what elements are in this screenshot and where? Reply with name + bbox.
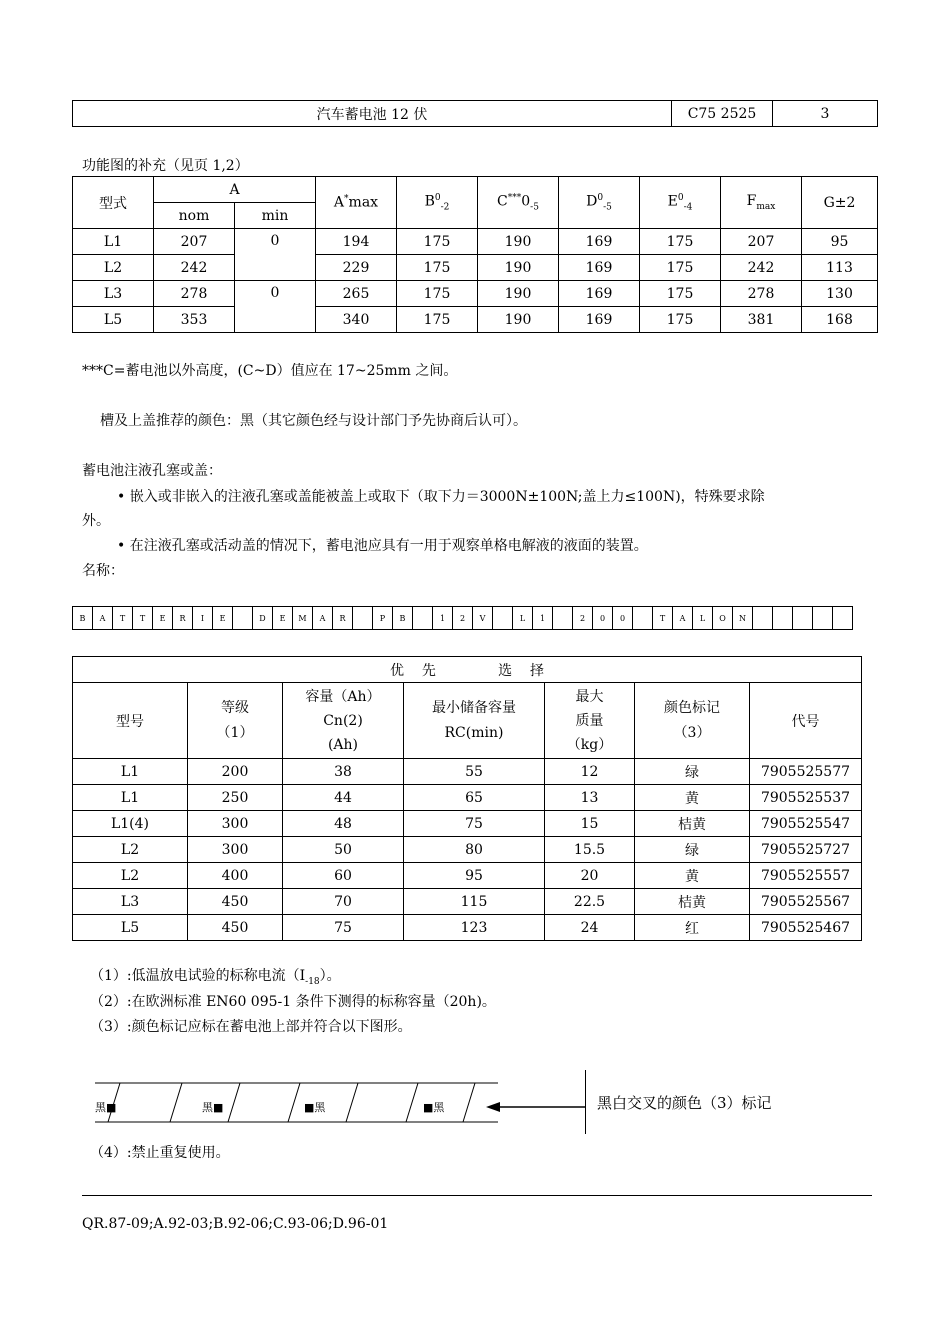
func-cell-amax: 229	[316, 255, 397, 281]
pref-cell-grade: 400	[188, 863, 283, 889]
footnote-1-b: ）。	[319, 968, 341, 984]
func-header-e: $E^0_{-4}$	[640, 177, 721, 229]
name-cell	[773, 607, 793, 630]
pref-row	[73, 811, 862, 837]
pref-cell-code: 7905525557	[750, 863, 862, 889]
pref-cell-color: 绿	[635, 837, 750, 863]
name-cell	[353, 607, 373, 630]
func-cell-g: 130	[802, 281, 878, 307]
bullet-1-cont: 外。	[82, 513, 110, 529]
func-cell-min: 0	[235, 281, 316, 333]
pref-header-color	[635, 683, 750, 759]
func-cell-f: 207	[721, 229, 802, 255]
bullet-2: • 在注液孔塞或活动盖的情况下，蓄电池应具有一用于观察单格电解液的液面的装置。	[117, 538, 648, 554]
pref-header-rc-1: 最小储备容量	[432, 699, 516, 716]
name-cell: 1	[533, 607, 553, 630]
note-c: ***C=蓄电池以外高度，(C~D）值应在 17~25mm 之间。	[82, 363, 458, 379]
footer-divider	[82, 1195, 872, 1196]
pref-cell-cap: 48	[283, 811, 404, 837]
color-note: 槽及上盖推荐的颜色：黑（其它颜色经与设计部门予先协商后认可）。	[100, 413, 527, 429]
name-cell	[493, 607, 513, 630]
pref-header-mass-1: 最大	[575, 688, 604, 705]
pref-cell-code: 7905525567	[750, 889, 862, 915]
pref-cell-grade: 250	[188, 785, 283, 811]
pref-cell-rc: 65	[404, 785, 545, 811]
pref-row	[73, 889, 862, 915]
func-row	[73, 229, 878, 255]
pref-cell-code: 7905525537	[750, 785, 862, 811]
pref-cell-grade: 300	[188, 837, 283, 863]
func-header-g: G±2	[802, 177, 878, 229]
name-cell	[233, 607, 253, 630]
name-cell	[833, 607, 853, 630]
pref-cell-color: 红	[635, 915, 750, 941]
func-cell-f: 278	[721, 281, 802, 307]
name-cell: M	[293, 607, 313, 630]
pref-header-mass	[545, 683, 635, 759]
pref-cell-grade: 200	[188, 759, 283, 785]
func-cell-f: 242	[721, 255, 802, 281]
pref-cell-cap: 44	[283, 785, 404, 811]
stripe-label-3: ■黑	[304, 1101, 326, 1114]
name-cell: E	[273, 607, 293, 630]
func-cell-d: 169	[559, 281, 640, 307]
name-cell: V	[473, 607, 493, 630]
name-cell: E	[213, 607, 233, 630]
pref-header-grade	[188, 683, 283, 759]
func-header-f: $F_{max}$	[721, 177, 802, 229]
pref-cell-cap: 60	[283, 863, 404, 889]
pref-cell-rc: 95	[404, 863, 545, 889]
pref-cell-color: 桔黄	[635, 811, 750, 837]
func-cell-g: 113	[802, 255, 878, 281]
func-cell-b: 175	[397, 229, 478, 255]
pref-cell-mass: 24	[545, 915, 635, 941]
name-cell	[793, 607, 813, 630]
func-cell-e: 175	[640, 307, 721, 333]
func-body	[73, 229, 878, 333]
func-cell-nom: 207	[154, 229, 235, 255]
pref-cell-color: 黄	[635, 863, 750, 889]
pref-cell-rc: 80	[404, 837, 545, 863]
pref-cell-mass: 15	[545, 811, 635, 837]
func-header-amax: A*max	[316, 177, 397, 229]
pref-cell-cap: 75	[283, 915, 404, 941]
pref-cell-mass: 13	[545, 785, 635, 811]
name-cell: I	[193, 607, 213, 630]
name-cell	[633, 607, 653, 630]
func-cell-e: 175	[640, 255, 721, 281]
pref-cell-model: L5	[73, 915, 188, 941]
pref-row	[73, 785, 862, 811]
footnote-1	[90, 965, 341, 987]
footnote-1-sub: -18	[305, 976, 320, 987]
pref-cell-rc: 115	[404, 889, 545, 915]
name-cell: B	[393, 607, 413, 630]
pref-cell-mass: 15.5	[545, 837, 635, 863]
pref-cell-code: 7905525547	[750, 811, 862, 837]
func-header-min: min	[235, 203, 316, 229]
pref-row	[73, 915, 862, 941]
pref-header-mass-2: 质量	[575, 712, 604, 729]
func-cell-nom: 353	[154, 307, 235, 333]
pref-cell-code: 7905525467	[750, 915, 862, 941]
pref-cell-model: L2	[73, 837, 188, 863]
pref-cell-cap: 70	[283, 889, 404, 915]
footnote-3: （3）:颜色标记应标在蓄电池上部并符合以下图形。	[90, 1019, 412, 1035]
pref-header-grade-2: （1）	[216, 724, 254, 741]
pref-cell-model: L1	[73, 785, 188, 811]
pref-cell-grade: 450	[188, 915, 283, 941]
pref-row	[73, 863, 862, 889]
header-title: 汽车蓄电池 12 伏	[73, 101, 672, 127]
name-label: 名称：	[82, 563, 124, 579]
pref-cell-color: 绿	[635, 759, 750, 785]
func-cell-amax: 194	[316, 229, 397, 255]
pref-header-model: 型号	[73, 683, 188, 759]
func-cell-d: 169	[559, 255, 640, 281]
name-cell: A	[93, 607, 113, 630]
pref-cell-mass: 22.5	[545, 889, 635, 915]
name-cell: 0	[613, 607, 633, 630]
footnote-4: （4）:禁止重复使用。	[90, 1145, 230, 1161]
pref-header-cap-3: (Ah)	[327, 736, 359, 753]
func-row	[73, 255, 878, 281]
func-cell-c: 190	[478, 307, 559, 333]
name-grid	[72, 606, 853, 630]
func-cell-g: 95	[802, 229, 878, 255]
function-table	[72, 176, 878, 333]
footer-revision: QR.87-09;A.92-03;B.92-06;C.93-06;D.96-01	[82, 1216, 389, 1232]
name-cell	[413, 607, 433, 630]
pref-cell-grade: 300	[188, 811, 283, 837]
stripe-label-4: ■黑	[423, 1101, 445, 1114]
footnote-1-a: （1）:低温放电试验的标称电流（I	[90, 968, 306, 984]
func-header-d: $D^0_{-5}$	[559, 177, 640, 229]
stripe-label-2: 黑■	[202, 1101, 224, 1114]
pref-cell-model: L3	[73, 889, 188, 915]
func-cell-e: 175	[640, 229, 721, 255]
header-table	[72, 100, 878, 127]
bullet-1: • 嵌入或非嵌入的注液孔塞或盖能被盖上或取下（取下力＝3000N±100N;盖上力≤100N)，特殊要求除	[117, 489, 765, 505]
name-cell: T	[133, 607, 153, 630]
func-header-c: $C^{***}0_{-5}$	[478, 177, 559, 229]
header-code: C75 2525	[672, 101, 773, 127]
func-cell-b: 175	[397, 307, 478, 333]
pref-cell-model: L1	[73, 759, 188, 785]
name-cell: P	[373, 607, 393, 630]
pref-cell-rc: 55	[404, 759, 545, 785]
name-cell: E	[153, 607, 173, 630]
pref-body	[73, 759, 862, 941]
name-cell: 0	[593, 607, 613, 630]
plug-title: 蓄电池注液孔塞或盖：	[82, 463, 222, 479]
pref-header-grade-1: 等级	[221, 699, 249, 716]
pref-cell-cap: 38	[283, 759, 404, 785]
func-cell-b: 175	[397, 255, 478, 281]
func-cell-d: 169	[559, 307, 640, 333]
name-cell: 1	[433, 607, 453, 630]
stripe-caption: 黑白交叉的颜色（3）标记	[597, 1094, 772, 1112]
name-cell: D	[253, 607, 273, 630]
pref-header-color-1: 颜色标记	[664, 699, 720, 716]
pref-cell-code: 7905525727	[750, 837, 862, 863]
pref-cell-rc: 75	[404, 811, 545, 837]
func-cell-d: 169	[559, 229, 640, 255]
pref-header-mass-3: （kg）	[566, 736, 613, 753]
func-cell-c: 190	[478, 255, 559, 281]
name-cell: L	[513, 607, 533, 630]
pref-title: 优 先 选 择	[73, 657, 862, 683]
pref-header-rc	[404, 683, 545, 759]
func-cell-g: 168	[802, 307, 878, 333]
name-cell: T	[653, 607, 673, 630]
func-cell-min: 0	[235, 229, 316, 281]
func-cell-c: 190	[478, 281, 559, 307]
name-cell: R	[333, 607, 353, 630]
caption-divider	[585, 1070, 586, 1134]
func-header-b: $B^0_{-2}$	[397, 177, 478, 229]
stripe-label-1: 黑■	[95, 1101, 117, 1114]
pref-header-rc-2: RC(min)	[444, 724, 504, 741]
name-cell	[553, 607, 573, 630]
pref-cell-cap: 50	[283, 837, 404, 863]
pref-row	[73, 759, 862, 785]
pref-cell-model: L2	[73, 863, 188, 889]
pref-header-cap-2: Cn(2)	[323, 712, 363, 729]
preference-table	[72, 656, 862, 941]
name-cell: 2	[453, 607, 473, 630]
func-header-nom: nom	[154, 203, 235, 229]
func-cell-nom: 242	[154, 255, 235, 281]
pref-header-cap	[283, 683, 404, 759]
pref-cell-mass: 20	[545, 863, 635, 889]
name-cell	[813, 607, 833, 630]
pref-cell-grade: 450	[188, 889, 283, 915]
func-title: 功能图的补充（见页 1,2）	[82, 158, 249, 174]
pref-cell-color: 桔黄	[635, 889, 750, 915]
header-page: 3	[773, 101, 878, 127]
func-header-type: 型式	[73, 177, 154, 229]
footnote-2: （2）:在欧洲标准 EN60 095-1 条件下测得的标称容量（20h)。	[90, 994, 496, 1010]
name-cell: T	[113, 607, 133, 630]
name-cell: N	[733, 607, 753, 630]
pref-cell-code: 7905525577	[750, 759, 862, 785]
name-cell: A	[673, 607, 693, 630]
pref-cell-model: L1(4)	[73, 811, 188, 837]
pref-cell-rc: 123	[404, 915, 545, 941]
func-cell-f: 381	[721, 307, 802, 333]
func-row	[73, 281, 878, 307]
name-cell: O	[713, 607, 733, 630]
color-mark-diagram	[90, 1068, 590, 1136]
name-cell: B	[73, 607, 93, 630]
func-cell-type: L1	[73, 229, 154, 255]
func-cell-type: L5	[73, 307, 154, 333]
func-cell-c: 190	[478, 229, 559, 255]
pref-header-color-2: （3）	[673, 724, 711, 741]
pref-cell-color: 黄	[635, 785, 750, 811]
func-cell-type: L2	[73, 255, 154, 281]
func-cell-nom: 278	[154, 281, 235, 307]
pref-cell-mass: 12	[545, 759, 635, 785]
func-cell-b: 175	[397, 281, 478, 307]
func-cell-type: L3	[73, 281, 154, 307]
pref-header-code: 代号	[750, 683, 862, 759]
name-cell: A	[313, 607, 333, 630]
func-cell-amax: 265	[316, 281, 397, 307]
func-cell-amax: 340	[316, 307, 397, 333]
func-cell-e: 175	[640, 281, 721, 307]
pref-row	[73, 837, 862, 863]
name-cell: L	[693, 607, 713, 630]
name-cell	[753, 607, 773, 630]
func-header-a: A	[154, 177, 316, 203]
pref-header-cap-1: 容量（Ah）	[305, 688, 381, 705]
func-row	[73, 307, 878, 333]
name-cell: R	[173, 607, 193, 630]
name-cell: 2	[573, 607, 593, 630]
